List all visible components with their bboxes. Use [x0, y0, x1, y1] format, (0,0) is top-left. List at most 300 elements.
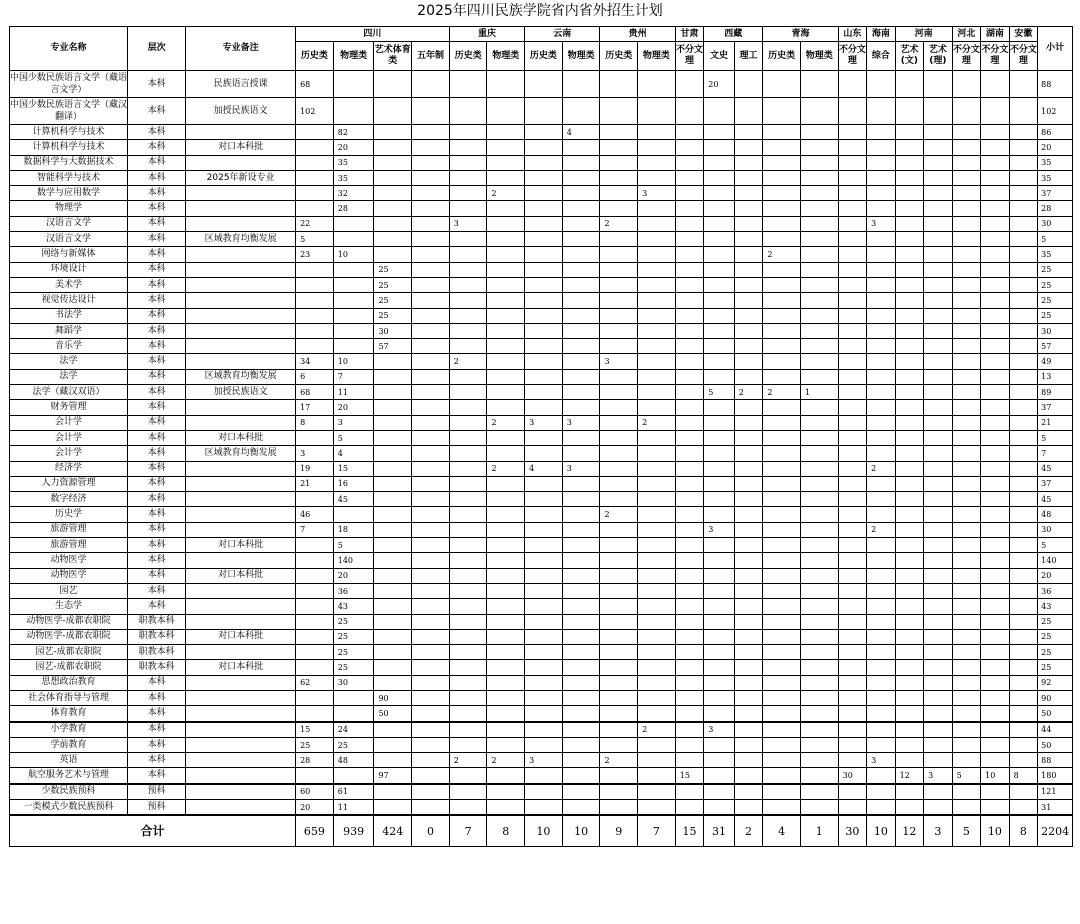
table-row — [10, 186, 1073, 201]
quota-cell — [374, 553, 412, 568]
quota-cell — [412, 553, 450, 568]
quota-cell — [374, 599, 412, 614]
quota-cell — [895, 247, 924, 262]
table-row — [10, 492, 1073, 507]
major-name: 历史学 — [10, 507, 128, 522]
quota-cell — [704, 201, 735, 216]
quota-cell: 2 — [867, 522, 896, 537]
quota-cell — [638, 247, 676, 262]
quota-cell — [525, 308, 563, 323]
quota-cell — [638, 476, 676, 491]
quota-cell — [838, 507, 867, 522]
quota-cell: 25 — [374, 308, 412, 323]
major-name: 会计学 — [10, 430, 128, 445]
quota-cell: 2 — [487, 461, 525, 476]
quota-cell — [895, 308, 924, 323]
quota-cell: 1 — [800, 385, 838, 400]
quota-cell — [838, 737, 867, 752]
quota-cell — [675, 277, 704, 292]
quota-cell — [487, 125, 525, 140]
quota-cell — [638, 216, 676, 231]
quota-cell — [675, 216, 704, 231]
quota-cell — [838, 629, 867, 644]
quota-cell — [525, 339, 563, 354]
quota-cell — [895, 71, 924, 98]
quota-cell — [838, 583, 867, 598]
quota-cell — [734, 690, 763, 705]
quota-cell — [952, 201, 981, 216]
row-subtotal: 28 — [1038, 201, 1073, 216]
quota-cell — [763, 583, 801, 598]
quota-cell — [638, 262, 676, 277]
quota-cell — [675, 308, 704, 323]
quota-cell — [704, 415, 735, 430]
major-level: 职教本科 — [128, 629, 186, 644]
table-row — [10, 354, 1073, 369]
table-row — [10, 446, 1073, 461]
quota-cell — [600, 476, 638, 491]
quota-cell — [638, 599, 676, 614]
quota-cell — [1009, 800, 1038, 816]
quota-cell — [763, 186, 801, 201]
table-row — [10, 247, 1073, 262]
major-level: 预科 — [128, 784, 186, 800]
quota-cell — [800, 629, 838, 644]
major-level: 本科 — [128, 323, 186, 338]
quota-cell — [638, 737, 676, 752]
quota-cell: 5 — [296, 232, 334, 247]
quota-cell — [600, 599, 638, 614]
quota-cell — [412, 262, 450, 277]
table-row — [10, 522, 1073, 537]
total-cell: 15 — [675, 815, 704, 847]
quota-cell — [734, 170, 763, 185]
quota-cell — [525, 800, 563, 816]
quota-cell: 10 — [981, 768, 1010, 784]
total-cell: 10 — [867, 815, 896, 847]
quota-cell — [1009, 446, 1038, 461]
quota-cell — [449, 800, 487, 816]
quota-cell — [734, 614, 763, 629]
quota-cell — [374, 784, 412, 800]
quota-cell — [734, 71, 763, 98]
quota-cell — [867, 737, 896, 752]
quota-cell — [704, 446, 735, 461]
quota-cell — [800, 599, 838, 614]
quota-cell — [838, 125, 867, 140]
quota-cell: 140 — [333, 553, 374, 568]
row-subtotal: 88 — [1038, 753, 1073, 768]
total-cell: 0 — [412, 815, 450, 847]
quota-cell — [924, 323, 953, 338]
quota-cell — [952, 232, 981, 247]
quota-cell: 3 — [562, 415, 600, 430]
quota-cell: 30 — [374, 323, 412, 338]
quota-cell — [952, 507, 981, 522]
quota-cell — [838, 660, 867, 675]
quota-cell — [924, 461, 953, 476]
quota-cell — [800, 538, 838, 553]
quota-cell — [638, 354, 676, 369]
quota-cell — [952, 446, 981, 461]
table-row — [10, 125, 1073, 140]
quota-cell — [952, 323, 981, 338]
quota-cell — [924, 155, 953, 170]
quota-cell — [867, 339, 896, 354]
quota-cell — [867, 722, 896, 738]
major-name: 法学（藏汉双语） — [10, 385, 128, 400]
quota-cell — [1009, 737, 1038, 752]
major-name: 生态学 — [10, 599, 128, 614]
quota-cell — [924, 737, 953, 752]
quota-cell — [952, 461, 981, 476]
quota-cell — [525, 492, 563, 507]
major-name: 美术学 — [10, 277, 128, 292]
quota-cell — [763, 339, 801, 354]
quota-cell: 2 — [734, 385, 763, 400]
quota-cell — [638, 155, 676, 170]
quota-cell — [449, 186, 487, 201]
quota-cell — [867, 446, 896, 461]
quota-cell — [600, 660, 638, 675]
quota-cell — [412, 446, 450, 461]
quota-cell — [763, 293, 801, 308]
major-level: 本科 — [128, 446, 186, 461]
quota-cell — [449, 446, 487, 461]
row-subtotal: 25 — [1038, 262, 1073, 277]
quota-cell — [867, 140, 896, 155]
quota-cell — [1009, 262, 1038, 277]
major-level: 本科 — [128, 430, 186, 445]
quota-cell — [763, 538, 801, 553]
quota-cell — [675, 71, 704, 98]
quota-cell — [449, 323, 487, 338]
quota-cell: 5 — [333, 538, 374, 553]
quota-cell — [525, 553, 563, 568]
quota-cell: 60 — [296, 784, 334, 800]
quota-cell — [562, 660, 600, 675]
quota-cell — [638, 339, 676, 354]
quota-cell — [449, 415, 487, 430]
quota-cell — [675, 354, 704, 369]
quota-cell: 3 — [562, 461, 600, 476]
quota-cell — [924, 277, 953, 292]
quota-cell — [675, 339, 704, 354]
major-level: 本科 — [128, 492, 186, 507]
quota-cell — [525, 201, 563, 216]
major-level: 本科 — [128, 339, 186, 354]
quota-cell — [525, 690, 563, 705]
major-level: 本科 — [128, 369, 186, 384]
quota-cell — [952, 538, 981, 553]
major-note: 2025年新设专业 — [186, 170, 296, 185]
table-row — [10, 385, 1073, 400]
major-note — [186, 492, 296, 507]
quota-cell — [800, 461, 838, 476]
quota-cell — [734, 800, 763, 816]
quota-cell — [296, 629, 334, 644]
quota-cell — [1009, 722, 1038, 738]
quota-cell — [487, 354, 525, 369]
quota-cell — [704, 369, 735, 384]
quota-cell — [924, 583, 953, 598]
quota-cell — [952, 737, 981, 752]
major-level: 本科 — [128, 599, 186, 614]
quota-cell — [895, 800, 924, 816]
quota-cell: 11 — [333, 800, 374, 816]
quota-cell — [924, 339, 953, 354]
quota-cell — [487, 369, 525, 384]
quota-cell — [487, 262, 525, 277]
quota-cell — [838, 98, 867, 125]
quota-cell — [638, 71, 676, 98]
quota-cell — [800, 308, 838, 323]
quota-cell — [1009, 232, 1038, 247]
quota-cell — [412, 706, 450, 722]
quota-cell — [952, 98, 981, 125]
table-row — [10, 293, 1073, 308]
quota-cell: 4 — [525, 461, 563, 476]
quota-cell — [867, 369, 896, 384]
quota-cell — [374, 216, 412, 231]
quota-cell — [981, 71, 1010, 98]
major-name: 一类模式少数民族预科 — [10, 800, 128, 816]
quota-cell: 22 — [296, 216, 334, 231]
quota-cell — [487, 722, 525, 738]
quota-cell — [296, 125, 334, 140]
quota-cell — [981, 461, 1010, 476]
quota-cell — [924, 784, 953, 800]
quota-cell — [734, 98, 763, 125]
quota-cell — [600, 385, 638, 400]
quota-cell — [1009, 155, 1038, 170]
table-row — [10, 140, 1073, 155]
quota-cell — [333, 768, 374, 784]
quota-cell — [952, 400, 981, 415]
quota-cell — [525, 568, 563, 583]
quota-cell — [562, 446, 600, 461]
quota-cell — [487, 216, 525, 231]
quota-cell — [952, 155, 981, 170]
quota-cell — [952, 629, 981, 644]
quota-cell — [981, 507, 1010, 522]
quota-cell — [374, 568, 412, 583]
quota-cell: 2 — [638, 415, 676, 430]
quota-cell — [704, 690, 735, 705]
quota-cell — [734, 446, 763, 461]
quota-cell — [296, 170, 334, 185]
major-level: 本科 — [128, 768, 186, 784]
quota-cell — [800, 201, 838, 216]
quota-cell — [867, 98, 896, 125]
quota-cell — [638, 170, 676, 185]
quota-cell — [924, 170, 953, 185]
quota-cell — [412, 538, 450, 553]
quota-cell — [763, 323, 801, 338]
quota-cell — [487, 476, 525, 491]
quota-cell — [895, 492, 924, 507]
grand-total: 2204 — [1038, 815, 1073, 847]
major-note — [186, 583, 296, 598]
quota-cell — [924, 568, 953, 583]
province-header-row — [10, 27, 1073, 42]
quota-cell: 15 — [333, 461, 374, 476]
quota-cell — [487, 568, 525, 583]
quota-cell — [487, 660, 525, 675]
quota-cell — [374, 476, 412, 491]
total-cell: 1 — [800, 815, 838, 847]
quota-cell — [562, 369, 600, 384]
quota-cell — [412, 507, 450, 522]
quota-cell — [924, 522, 953, 537]
major-name: 中国少数民族语言文学（藏汉翻译） — [10, 98, 128, 125]
quota-cell — [638, 690, 676, 705]
quota-cell — [412, 629, 450, 644]
quota-cell — [449, 690, 487, 705]
quota-cell — [449, 538, 487, 553]
quota-cell — [924, 614, 953, 629]
quota-cell — [734, 400, 763, 415]
quota-cell — [895, 722, 924, 738]
row-subtotal: 7 — [1038, 446, 1073, 461]
quota-cell — [525, 155, 563, 170]
quota-cell — [638, 675, 676, 690]
major-name: 中国少数民族语言文学（藏语言文学） — [10, 71, 128, 98]
quota-cell — [600, 201, 638, 216]
major-level: 本科 — [128, 737, 186, 752]
quota-cell — [638, 308, 676, 323]
quota-cell — [296, 262, 334, 277]
quota-cell — [924, 216, 953, 231]
major-name: 动物医学-成都农职院 — [10, 629, 128, 644]
quota-cell — [374, 385, 412, 400]
quota-cell — [675, 293, 704, 308]
quota-cell — [487, 768, 525, 784]
quota-cell — [449, 293, 487, 308]
quota-cell — [704, 323, 735, 338]
quota-cell: 5 — [333, 430, 374, 445]
quota-cell — [562, 354, 600, 369]
quota-cell — [981, 492, 1010, 507]
quota-cell — [800, 492, 838, 507]
quota-cell — [562, 400, 600, 415]
quota-cell — [487, 583, 525, 598]
quota-cell — [525, 430, 563, 445]
quota-cell — [800, 323, 838, 338]
quota-cell — [800, 660, 838, 675]
header-province: 青海 — [763, 27, 838, 42]
quota-cell — [952, 675, 981, 690]
quota-cell — [924, 98, 953, 125]
quota-cell: 25 — [374, 262, 412, 277]
quota-cell — [525, 170, 563, 185]
quota-cell — [952, 125, 981, 140]
total-cell: 12 — [895, 815, 924, 847]
quota-cell — [924, 415, 953, 430]
quota-cell — [562, 323, 600, 338]
major-note — [186, 800, 296, 816]
quota-cell — [374, 400, 412, 415]
quota-cell — [895, 277, 924, 292]
quota-cell — [763, 446, 801, 461]
quota-cell — [525, 675, 563, 690]
major-note: 对口本科批 — [186, 140, 296, 155]
quota-cell — [763, 155, 801, 170]
major-note — [186, 155, 296, 170]
quota-cell — [675, 660, 704, 675]
row-subtotal: 44 — [1038, 722, 1073, 738]
major-note — [186, 354, 296, 369]
quota-cell — [763, 492, 801, 507]
row-subtotal: 25 — [1038, 614, 1073, 629]
quota-cell — [487, 492, 525, 507]
quota-cell — [374, 753, 412, 768]
quota-cell — [981, 690, 1010, 705]
quota-cell — [296, 553, 334, 568]
quota-cell — [675, 415, 704, 430]
quota-cell — [800, 800, 838, 816]
quota-cell — [1009, 369, 1038, 384]
major-note — [186, 645, 296, 660]
quota-cell — [838, 553, 867, 568]
quota-cell — [734, 476, 763, 491]
quota-cell — [638, 385, 676, 400]
quota-cell — [412, 232, 450, 247]
quota-cell — [412, 675, 450, 690]
quota-cell — [296, 538, 334, 553]
quota-cell — [449, 262, 487, 277]
quota-cell — [525, 98, 563, 125]
quota-cell — [981, 277, 1010, 292]
quota-cell — [412, 201, 450, 216]
quota-cell — [734, 568, 763, 583]
quota-cell — [638, 660, 676, 675]
row-subtotal: 31 — [1038, 800, 1073, 816]
header-level: 层次 — [128, 27, 186, 71]
quota-cell — [412, 522, 450, 537]
quota-cell — [800, 216, 838, 231]
quota-cell — [487, 538, 525, 553]
quota-cell — [763, 170, 801, 185]
quota-cell — [296, 308, 334, 323]
quota-cell — [296, 706, 334, 722]
quota-cell — [867, 277, 896, 292]
major-name: 会计学 — [10, 446, 128, 461]
quota-cell — [838, 216, 867, 231]
quota-cell — [704, 232, 735, 247]
quota-cell — [525, 522, 563, 537]
row-subtotal: 13 — [1038, 369, 1073, 384]
quota-cell — [867, 507, 896, 522]
major-note — [186, 277, 296, 292]
major-note — [186, 461, 296, 476]
quota-cell — [374, 800, 412, 816]
quota-cell — [412, 323, 450, 338]
quota-cell — [638, 706, 676, 722]
quota-cell: 32 — [333, 186, 374, 201]
quota-cell — [412, 140, 450, 155]
table-row — [10, 722, 1073, 738]
quota-cell — [867, 308, 896, 323]
quota-cell — [487, 323, 525, 338]
quota-cell — [763, 768, 801, 784]
quota-cell — [838, 706, 867, 722]
quota-cell — [763, 614, 801, 629]
quota-cell — [600, 690, 638, 705]
major-name: 英语 — [10, 753, 128, 768]
header-subject: 历史类 — [600, 42, 638, 71]
header-subject: 艺术(文) — [895, 42, 924, 71]
